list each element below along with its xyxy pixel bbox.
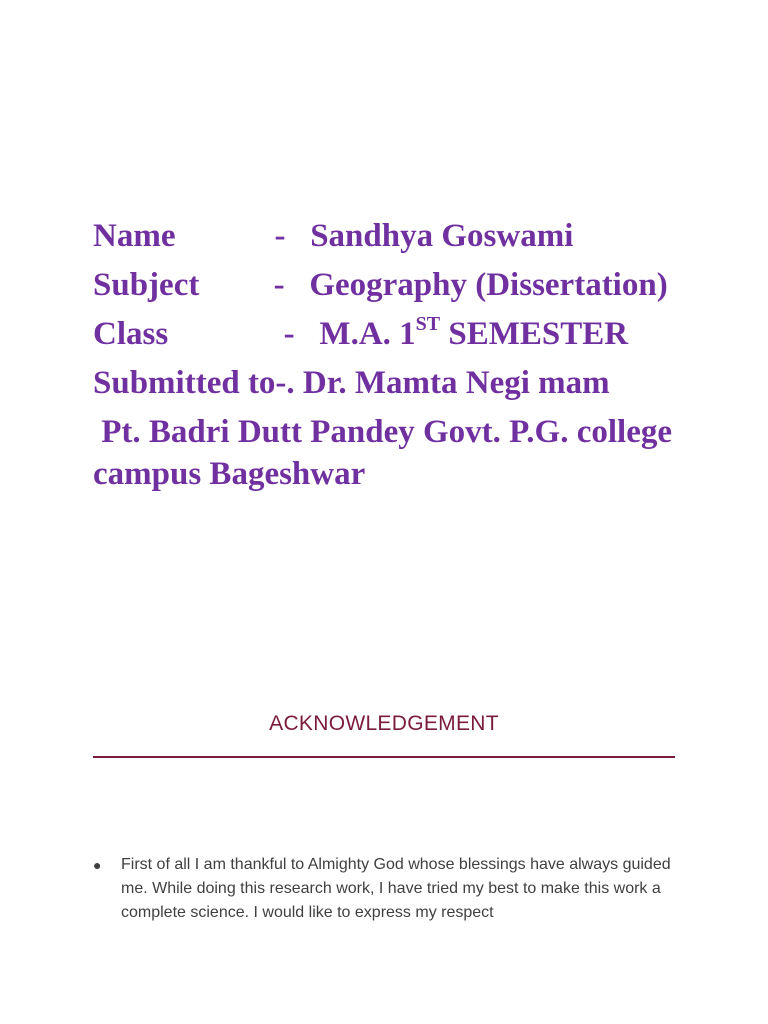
acknowledgement-list <box>93 853 675 925</box>
list-item <box>93 853 675 925</box>
class-ordinal-superscript: ST <box>415 313 441 335</box>
bullet-icon: ● <box>93 857 102 873</box>
acknowledgement-paragraph: First of all I am thankful to Almighty God whose blessings have always guided me. While doing this research work, I have tried my best to make this work a complete science. I would like to express my respect <box>121 856 671 921</box>
subject-line: Subject - Geography (Dissertation) <box>93 267 668 303</box>
college-line: Pt. Badri Dutt Pandey Govt. P.G. college campus Bageshwar <box>93 414 681 492</box>
heading-underline-divider <box>93 756 675 758</box>
acknowledgement-heading: ACKNOWLEDGEMENT <box>269 712 499 735</box>
class-semester: SEMESTER <box>440 316 629 352</box>
submitted-to-line: Submitted to-. Dr. Mamta Negi mam <box>93 365 610 401</box>
class-line <box>93 313 693 355</box>
name-line: Name - Sandhya Goswami <box>93 218 574 254</box>
cover-info-block <box>93 215 693 502</box>
class-text: Class - M.A. 1 <box>93 316 416 352</box>
